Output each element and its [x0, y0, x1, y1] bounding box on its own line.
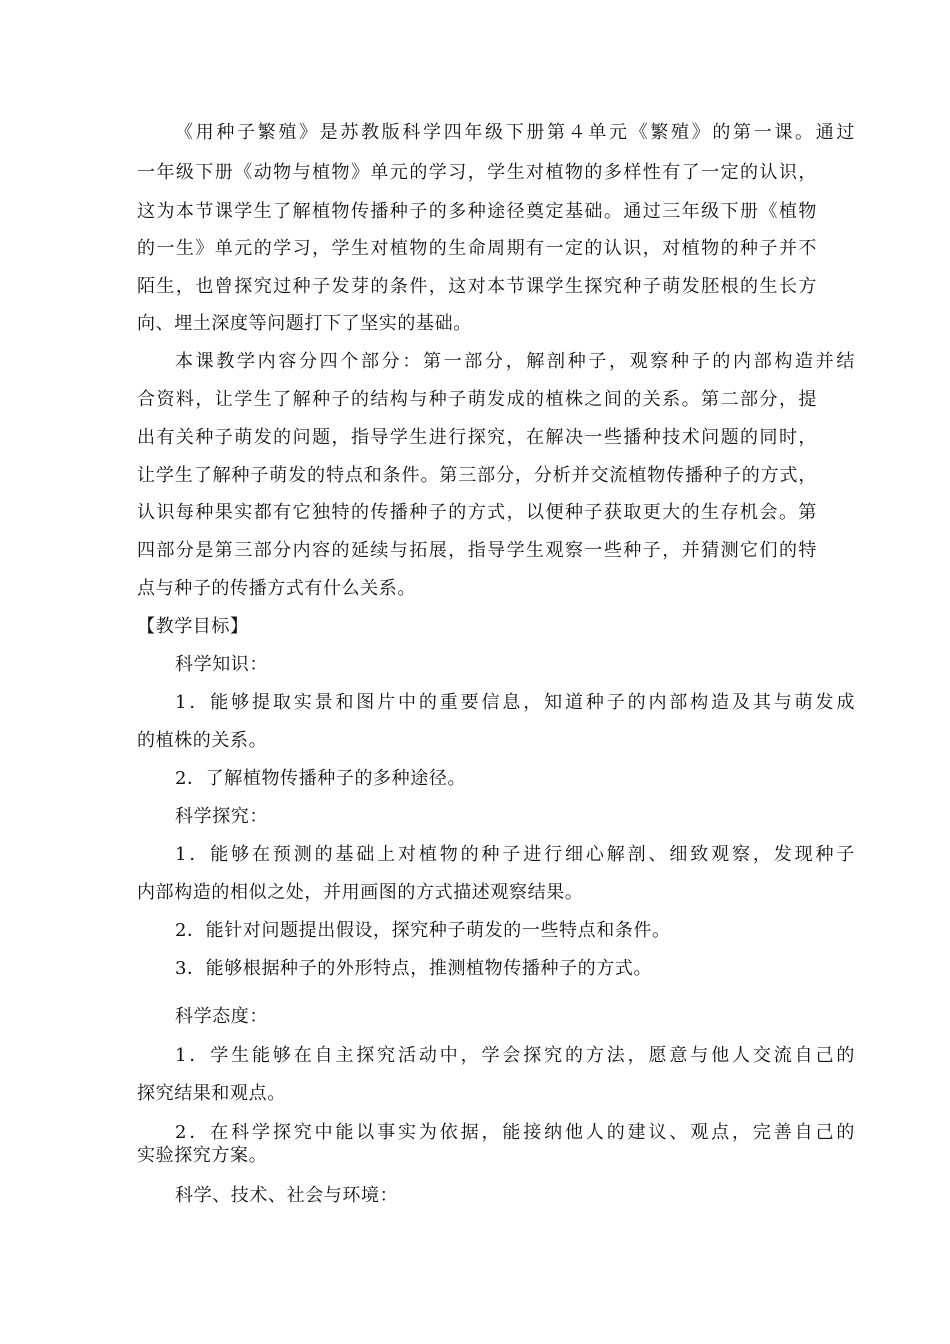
section-heading: 【教学目标】: [137, 616, 249, 637]
text-line: 四部分是第三部分内容的延续与拓展，指导学生观察一些种子，并猜测它们的特: [137, 540, 817, 561]
text-line: 1．能够提取实景和图片中的重要信息，知道种子的内部构造及其与萌发成: [175, 692, 855, 713]
text-line: 实验探究方案。: [137, 1145, 268, 1166]
text-line: 出有关种子萌发的问题，指导学生进行探究，在解决一些播种技术问题的同时，: [137, 427, 817, 448]
text-line: 合资料，让学生了解种子的结构与种子萌发成的植株之间的关系。第二部分，提: [137, 389, 817, 410]
text-line: 2．能针对问题提出假设，探究种子萌发的一些特点和条件。: [175, 920, 671, 941]
text-line: 陌生，也曾探究过种子发芽的条件，这对本节课学生探究种子萌发胚根的生长方: [137, 276, 817, 297]
text-line: 的植株的关系。: [137, 730, 268, 751]
text-line: 让学生了解种子萌发的特点和条件。第三部分，分析并交流植物传播种子的方式，: [137, 465, 817, 486]
text-line: 1．能够在预测的基础上对植物的种子进行细心解剖、细致观察，发现种子: [175, 844, 855, 865]
text-line: 2．在科学探究中能以事实为依据，能接纳他人的建议、观点，完善自己的: [175, 1122, 855, 1143]
text-line: 点与种子的传播方式有什么关系。: [137, 578, 416, 599]
text-line: 向、埋土深度等问题打下了坚实的基础。: [137, 313, 472, 334]
text-line: 的一生》单元的学习，学生对植物的生命周期有一定的认识，对植物的种子并不: [137, 238, 817, 259]
text-line: 2．了解植物传播种子的多种途径。: [175, 768, 467, 789]
text-line: 3．能够根据种子的外形特点，推测植物传播种子的方式。: [175, 958, 653, 979]
text-line: 探究结果和观点。: [137, 1083, 286, 1104]
subheading: 科学探究：: [175, 806, 268, 827]
text-line: 一年级下册《动物与植物》单元的学习，学生对植物的多样性有了一定的认识，: [137, 162, 817, 183]
text-line: 本课教学内容分四个部分：第一部分，解剖种子，观察种子的内部构造并结: [175, 351, 855, 372]
text-line: 《用种子繁殖》是苏教版科学四年级下册第４单元《繁殖》的第一课。通过: [175, 122, 855, 143]
text-line: 认识每种果实都有它独特的传播种子的方式，以便种子获取更大的生存机会。第: [137, 502, 817, 523]
text-line: 内部构造的相似之处，并用画图的方式描述观察结果。: [137, 882, 584, 903]
subheading: 科学、技术、社会与环境：: [175, 1185, 399, 1206]
subheading: 科学知识：: [175, 654, 268, 675]
text-line: 1．学生能够在自主探究活动中，学会探究的方法，愿意与他人交流自己的: [175, 1045, 855, 1066]
text-line: 这为本节课学生了解植物传播种子的多种途径奠定基础。通过三年级下册《植物: [137, 201, 817, 222]
subheading: 科学态度：: [175, 1006, 268, 1027]
